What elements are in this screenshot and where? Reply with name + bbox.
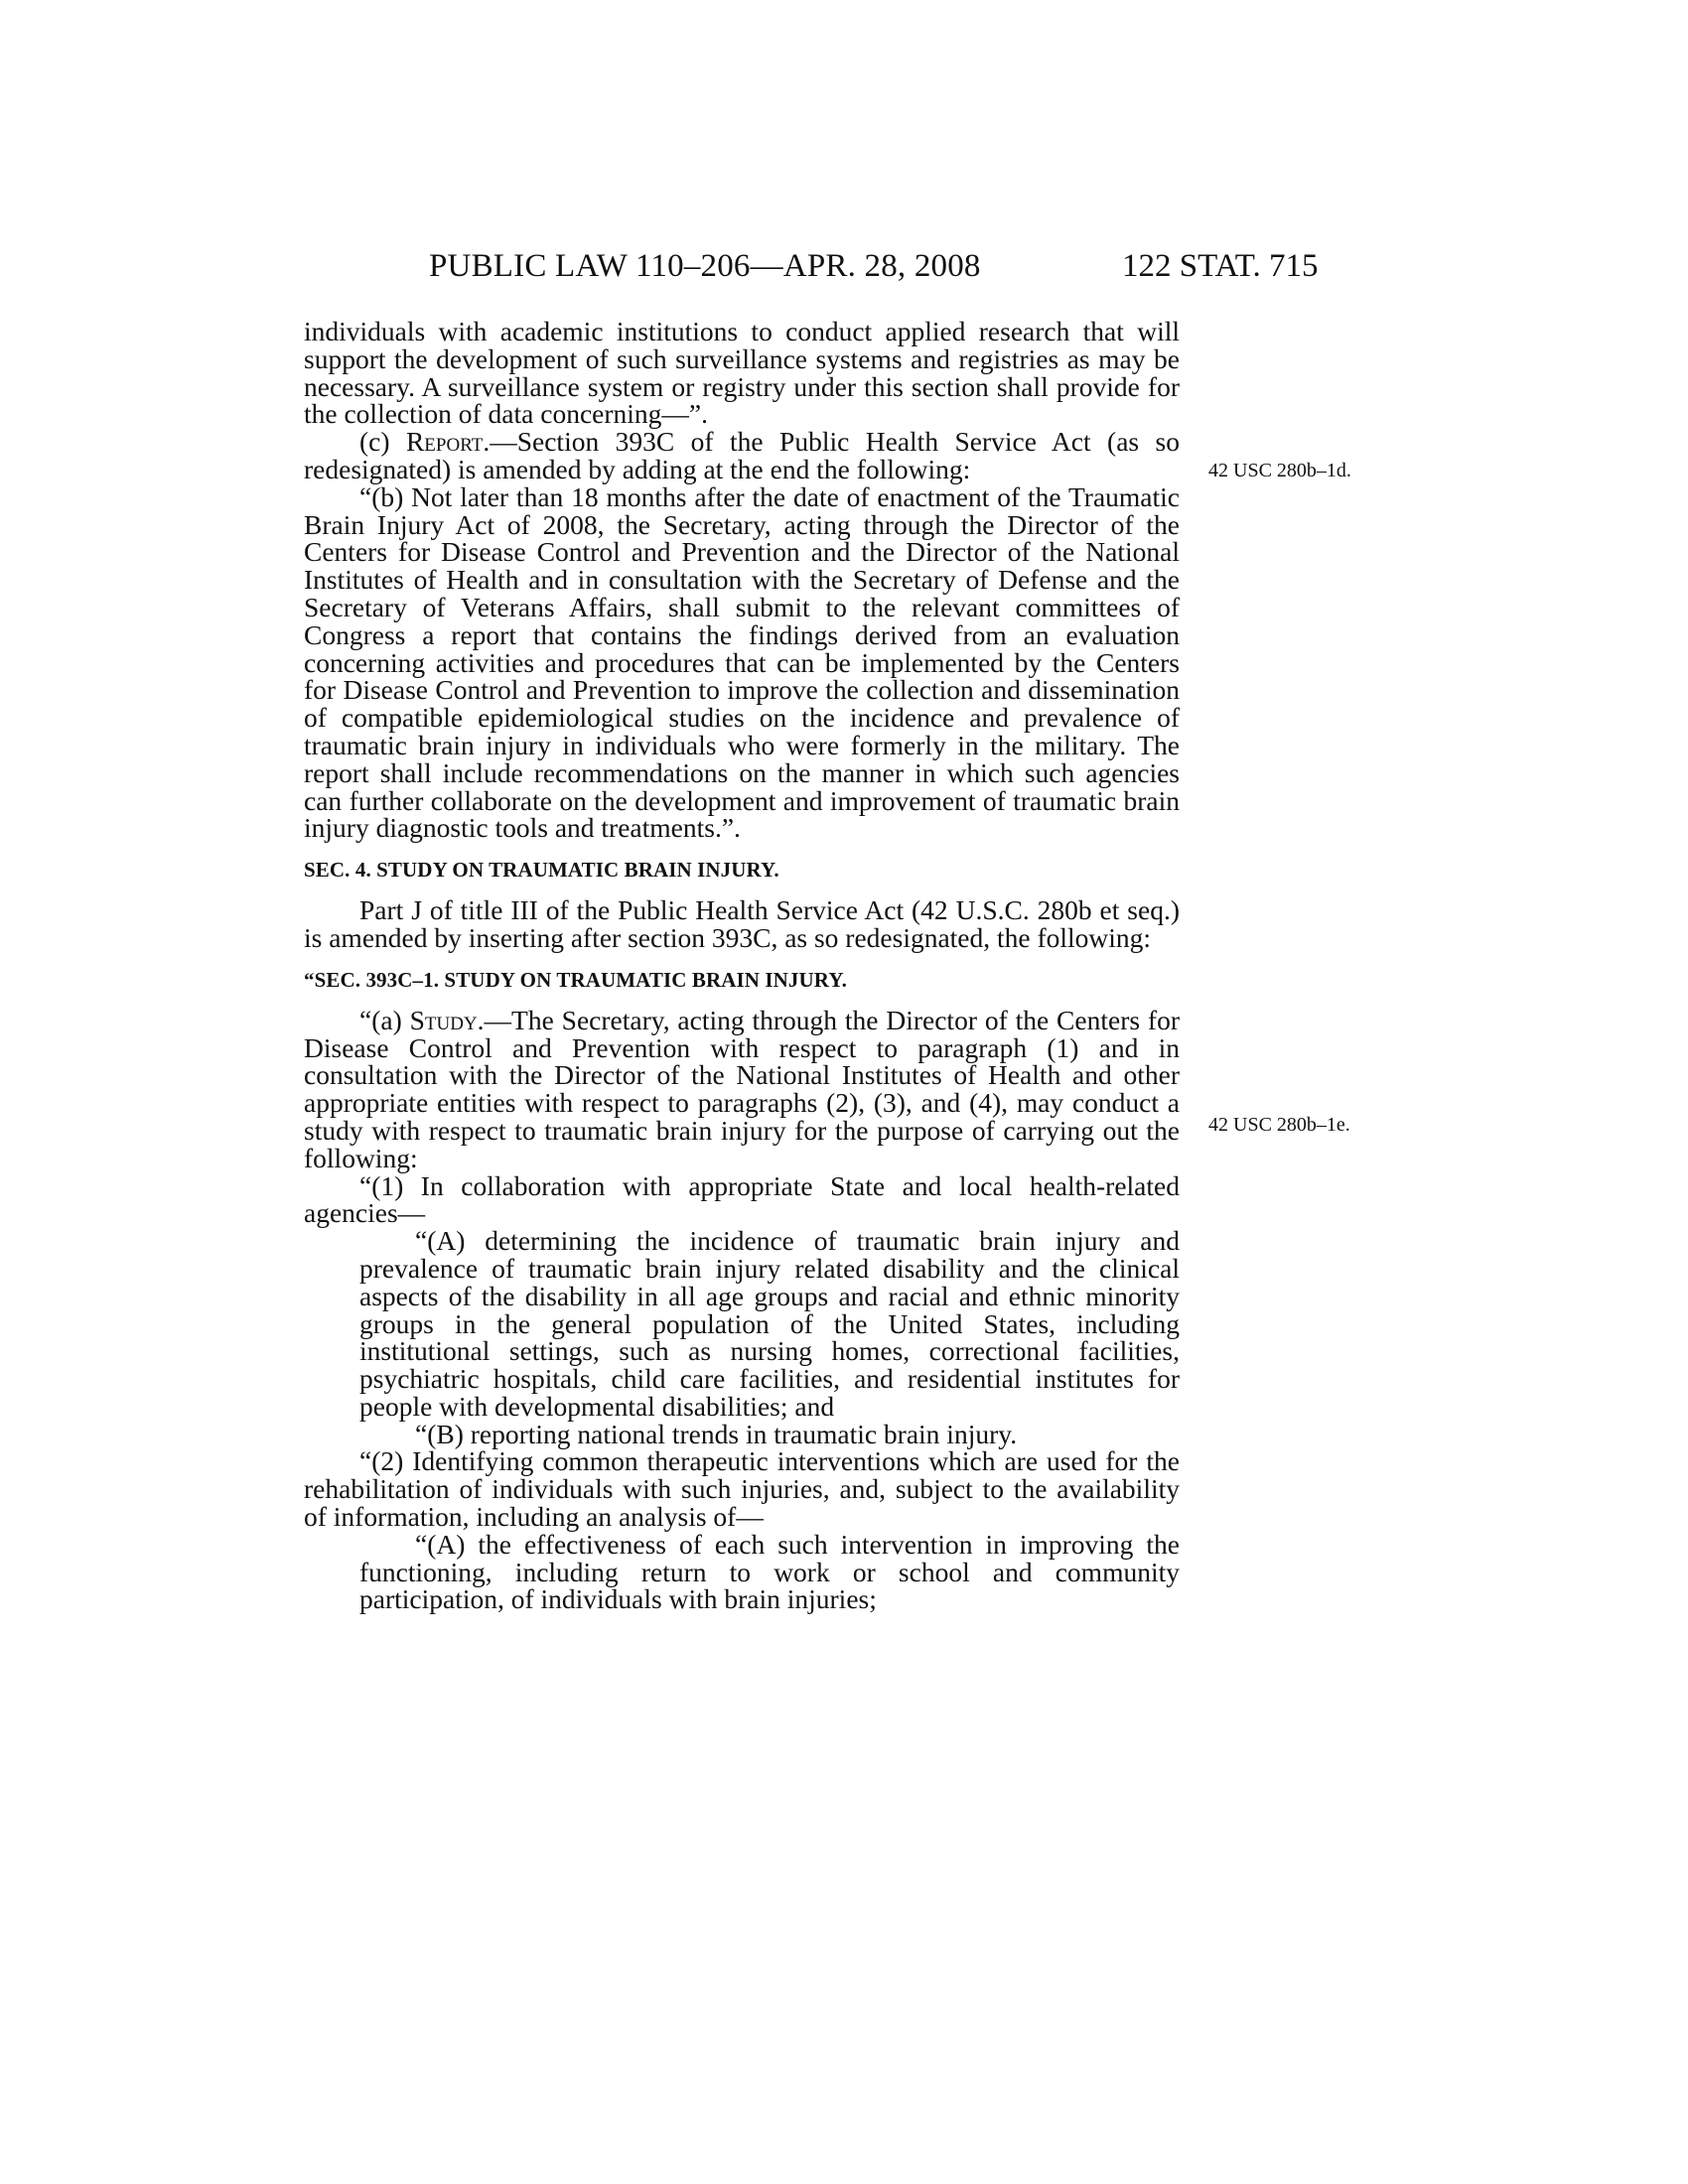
subsection-text: .—Section 393C of the Public Health Service Act (as so redesignated) is amended by adding at the end the following:: [304, 426, 1180, 484]
subsection-a: [304, 1004, 1180, 1173]
running-header-title: PUBLIC LAW 110–206—APR. 28, 2008: [429, 248, 981, 284]
subparagraph-2A: “(A) the effectiveness of each such intervention in improving the functioning, including return to work or school and community participation, of individuals with brain injuries;: [359, 1528, 1180, 1615]
statute-text: [304, 318, 1180, 1613]
subsection-heading: Study: [409, 1004, 478, 1035]
page-number: 122 STAT. 715: [1122, 248, 1319, 284]
continuation-paragraph: individuals with academic institutions to conduct applied research that will support the development of such surveillance systems and registries as may be necessary. A surveillance system or registry under this section shall provide for the collection of data concerning—”.: [304, 316, 1180, 430]
section-heading: SEC. 4. STUDY ON TRAUMATIC BRAIN INJURY.: [304, 858, 779, 883]
subsection-c: [304, 428, 1180, 483]
subsection-label: “(a): [359, 1004, 410, 1035]
margin-citation: 42 USC 280b–1d.: [1208, 460, 1351, 481]
subparagraph-1A: “(A) determining the incidence of traumatic brain injury and prevalence of traumatic brain injury related disability and the clinical aspects of the disability in all age groups and racial and ethnic minority groups in the general population of the United States, including institutional settings, such as nursing homes, correctional facilities, psychiatric hospitals, child care facilities, and residential institutes for people with developmental disabilities; and: [359, 1225, 1180, 1422]
subsection-b-quoted: “(b) Not later than 18 months after the date of enactment of the Traumatic Brain Injury Act of 2008, the Secretary, acting through the Director of the Centers for Disease Control and Prevention and the Director of the National Institutes of Health and in consultation with the Secretary of Defense and the Secretary of Veterans Affairs, shall submit to the relevant committees of Congress a report that contains the findings derived from an evaluation concerning activities and procedures that can be implemented by the Centers for Disease Control and Prevention to improve the collection and dissemination of compatible epidemiological studies on the incidence and prevalence of traumatic brain injury in individuals who were formerly in the military. The report shall include recommendations on the manner in which such agencies can further collaborate on the development and improvement of traumatic brain injury diagnostic tools and treatments.”.: [304, 480, 1180, 844]
paragraph-2: “(2) Identifying common therapeutic interventions which are used for the rehabilitation of individuals with such injuries, and, subject to the availability of information, including an analysis of—: [304, 1445, 1180, 1533]
section-text: Part J of title III of the Public Health Service Act (42 U.S.C. 280b et seq.) is amended by inserting after section 393C, as so redesignated, the following:: [304, 894, 1180, 953]
subsection-label: (c): [359, 426, 406, 458]
subparagraph-1B: “(B) reporting national trends in traumatic brain injury.: [415, 1418, 1018, 1449]
subsection-text: .—The Secretary, acting through the Director of the Centers for Disease Control and Prevention with respect to paragraph (1) and in consultation with the Director of the National Institutes of Health and other appropriate entities with respect to paragraphs (2), (3), and (4), may conduct a study with respect to traumatic brain injury for the purpose of carrying out the following:: [304, 1004, 1180, 1173]
subsection-heading: Report: [405, 426, 484, 458]
margin-citation: 42 USC 280b–1e.: [1208, 1114, 1350, 1136]
paragraph-1: “(1) In collaboration with appropriate State and local health-related agencies—: [304, 1169, 1180, 1229]
section-heading: “SEC. 393C–1. STUDY ON TRAUMATIC BRAIN INJURY.: [304, 967, 848, 992]
page-header: [0, 248, 1688, 288]
